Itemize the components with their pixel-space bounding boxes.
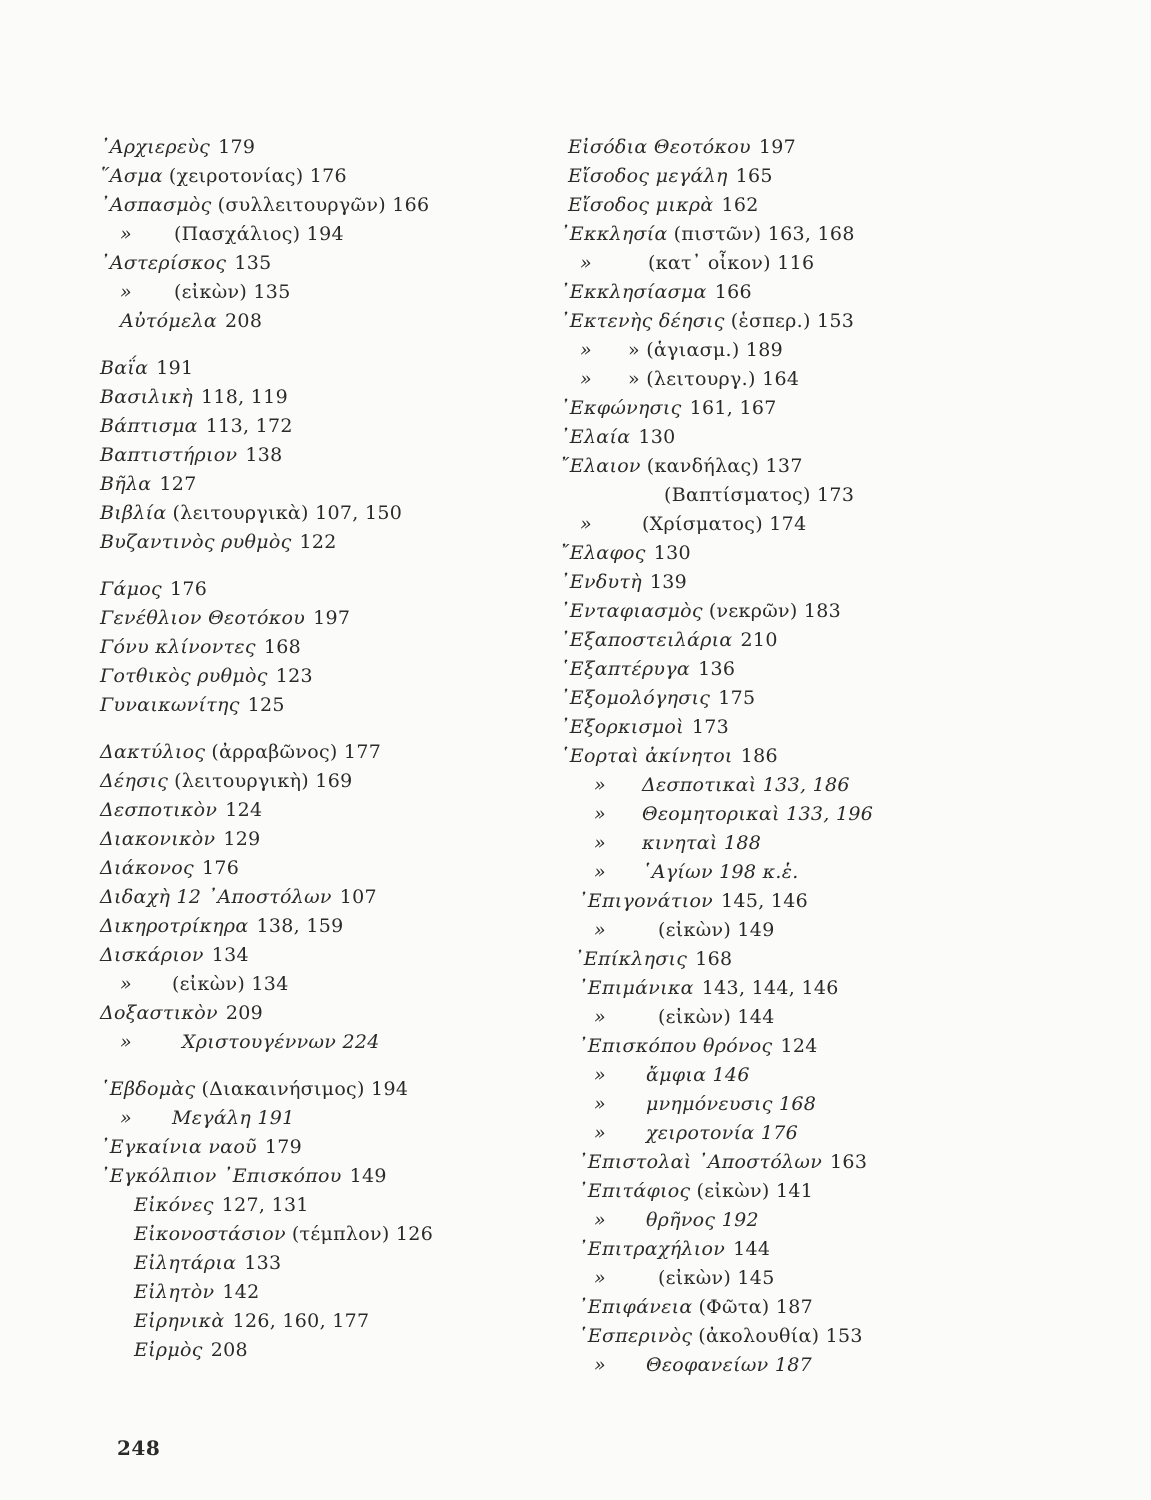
index-entry: Εἰλητὸν 142: [134, 1281, 260, 1303]
index-entry: ᾿Ενδυτὴ 139: [560, 571, 688, 593]
index-entry: ᾿Ενταφιασμὸς (νεκρῶν) 183: [560, 600, 842, 622]
index-entry: Εἴσοδος μικρὰ 162: [568, 194, 759, 216]
index-entry: Δισκάριον 134: [100, 944, 249, 966]
index-entry: ᾿Αρχιερεὺς 179: [100, 136, 256, 158]
index-entry: Εἴσοδος μεγάλη 165: [568, 165, 773, 187]
index-entry: ῾Εορταὶ ἀκίνητοι 186: [560, 745, 778, 767]
index-entry: Βαπτιστήριον 138: [100, 444, 283, 466]
index-entry: Διάκονος 176: [100, 857, 240, 879]
index-subentry: » (εἰκὼν) 135: [120, 281, 291, 303]
index-subentry: » Χριστουγέννων 224: [120, 1031, 380, 1053]
index-entry: ῾Εξαπτέρυγα 136: [560, 658, 736, 680]
index-entry: ᾿Εκκλησίασμα 166: [560, 281, 752, 303]
index-subentry: » (εἰκὼν) 144: [594, 1006, 775, 1028]
index-entry: Γοτθικὸς ρυθμὸς 123: [100, 665, 313, 687]
index-subentry: » μνημόνευσις 168: [594, 1093, 817, 1115]
index-entry: Βασιλικὴ 118, 119: [100, 386, 288, 408]
index-entry: Εἰλητάρια 133: [134, 1252, 282, 1274]
index-entry: ᾿Επιμάνικα 143, 144, 146: [578, 977, 839, 999]
index-entry: Δικηροτρίκηρα 138, 159: [100, 915, 344, 937]
index-entry: ῞Ασμα (χειροτονίας) 176: [100, 165, 347, 187]
index-entry: ῾Εσπερινὸς (ἀκολουθία) 153: [578, 1325, 863, 1347]
index-entry: Εἰρηνικὰ 126, 160, 177: [134, 1310, 370, 1332]
index-entry: ᾿Εξομολόγησις 175: [560, 687, 756, 709]
index-entry: ᾿Επιτραχήλιον 144: [578, 1238, 771, 1260]
index-subentry: » (εἰκὼν) 149: [594, 919, 775, 941]
index-subentry: » Μεγάλη 191: [120, 1107, 295, 1129]
index-subentry: » (Πασχάλιος) 194: [120, 223, 344, 245]
index-entry: Δέησις (λειτουργικὴ) 169: [100, 770, 353, 792]
index-entry: Εἰκόνες 127, 131: [134, 1194, 309, 1216]
index-subentry: » Δεσποτικαὶ 133, 186: [594, 774, 850, 796]
index-entry: ᾿Εκτενὴς δέησις (ἑσπερ.) 153: [560, 310, 855, 332]
index-entry: ῎Ελαφος 130: [560, 542, 691, 564]
index-subentry: » Θεομητορικαὶ 133, 196: [594, 803, 874, 825]
index-entry: ῎Ελαιον (κανδήλας) 137: [560, 455, 803, 477]
index-entry: ᾿Επιστολαὶ ᾿Αποστόλων 163: [578, 1151, 868, 1173]
index-entry: ᾿Επιγονάτιον 145, 146: [578, 890, 809, 912]
index-entry: Εἰρμὸς 208: [134, 1339, 248, 1361]
index-entry: Γόνυ κλίνοντες 168: [100, 636, 301, 658]
index-entry: ᾿Ασπασμὸς (συλλειτουργῶν) 166: [100, 194, 430, 216]
index-entry: Βιβλία (λειτουργικὰ) 107, 150: [100, 502, 403, 524]
index-subentry: » Θεοφανείων 187: [594, 1354, 813, 1376]
index-entry: Δακτύλιος (ἀρραβῶνος) 177: [100, 741, 382, 763]
index-entry: ᾿Εκκλησία (πιστῶν) 163, 168: [560, 223, 855, 245]
index-subentry: » (Χρίσματος) 174: [580, 513, 807, 535]
index-entry: ᾿Αστερίσκος 135: [100, 252, 272, 274]
index-entry: Εἰσόδια Θεοτόκου 197: [568, 136, 797, 158]
index-subentry: (Βαπτίσματος) 173: [664, 484, 855, 506]
index-entry: Βυζαντινὸς ρυθμὸς 122: [100, 531, 337, 553]
index-entry: Βαΐα 191: [100, 357, 194, 379]
index-subentry: » (εἰκὼν) 134: [120, 973, 289, 995]
index-entry: Δεσποτικὸν 124: [100, 799, 263, 821]
index-subentry: » κινηταὶ 188: [594, 832, 762, 854]
index-entry: ᾿Επισκόπου θρόνος 124: [578, 1035, 818, 1057]
index-column-right: [560, 133, 1120, 1380]
index-entry: ᾿Εξαποστειλάρια 210: [560, 629, 778, 651]
index-entry: Βάπτισμα 113, 172: [100, 415, 293, 437]
index-entry: ᾿Ελαία 130: [560, 426, 676, 448]
index-entry: Διακονικὸν 129: [100, 828, 261, 850]
index-entry: Διδαχὴ 12 ᾿Αποστόλων 107: [100, 886, 377, 908]
index-entry: Δοξαστικὸν 209: [100, 1002, 264, 1024]
index-subentry: » χειροτονία 176: [594, 1122, 798, 1144]
index-entry: Γάμος 176: [100, 578, 208, 600]
index-entry: ᾿Εκφώνησις 161, 167: [560, 397, 777, 419]
index-subentry: » » (ἁγιασμ.) 189: [580, 339, 784, 361]
index-subentry: » » (λειτουργ.) 164: [580, 368, 800, 390]
index-entry: Βῆλα 127: [100, 473, 197, 495]
index-entry: ᾿Επιφάνεια (Φῶτα) 187: [578, 1296, 814, 1318]
index-subentry: » (εἰκὼν) 145: [594, 1267, 775, 1289]
index-entry: ᾿Επίκλησις 168: [574, 948, 733, 970]
index-entry: ᾿Επιτάφιος (εἰκὼν) 141: [578, 1180, 814, 1202]
index-entry: ᾿Εγκόλπιον ᾿Επισκόπου 149: [100, 1165, 387, 1187]
index-entry: Γυναικωνίτης 125: [100, 694, 285, 716]
index-column-left: [100, 133, 540, 1365]
page-number: 248: [117, 1436, 161, 1460]
index-entry: ῾Εβδομὰς (Διακαινήσιμος) 194: [100, 1078, 409, 1100]
index-entry: Εἰκονοστάσιον (τέμπλον) 126: [134, 1223, 434, 1245]
index-entry: ᾿Εγκαίνια ναοῦ 179: [100, 1136, 303, 1158]
index-entry: ᾿Εξορκισμοὶ 173: [560, 716, 730, 738]
index-subentry: » θρῆνος 192: [594, 1209, 759, 1231]
index-subentry: » (κατ᾿ οἶκον) 116: [580, 252, 815, 274]
index-entry: Γενέθλιον Θεοτόκου 197: [100, 607, 351, 629]
index-subentry: » ἄμφια 146: [594, 1064, 750, 1086]
index-subentry: » ῾Αγίων 198 κ.ἑ.: [594, 861, 799, 883]
index-entry: Αὐτόμελα 208: [120, 310, 263, 332]
